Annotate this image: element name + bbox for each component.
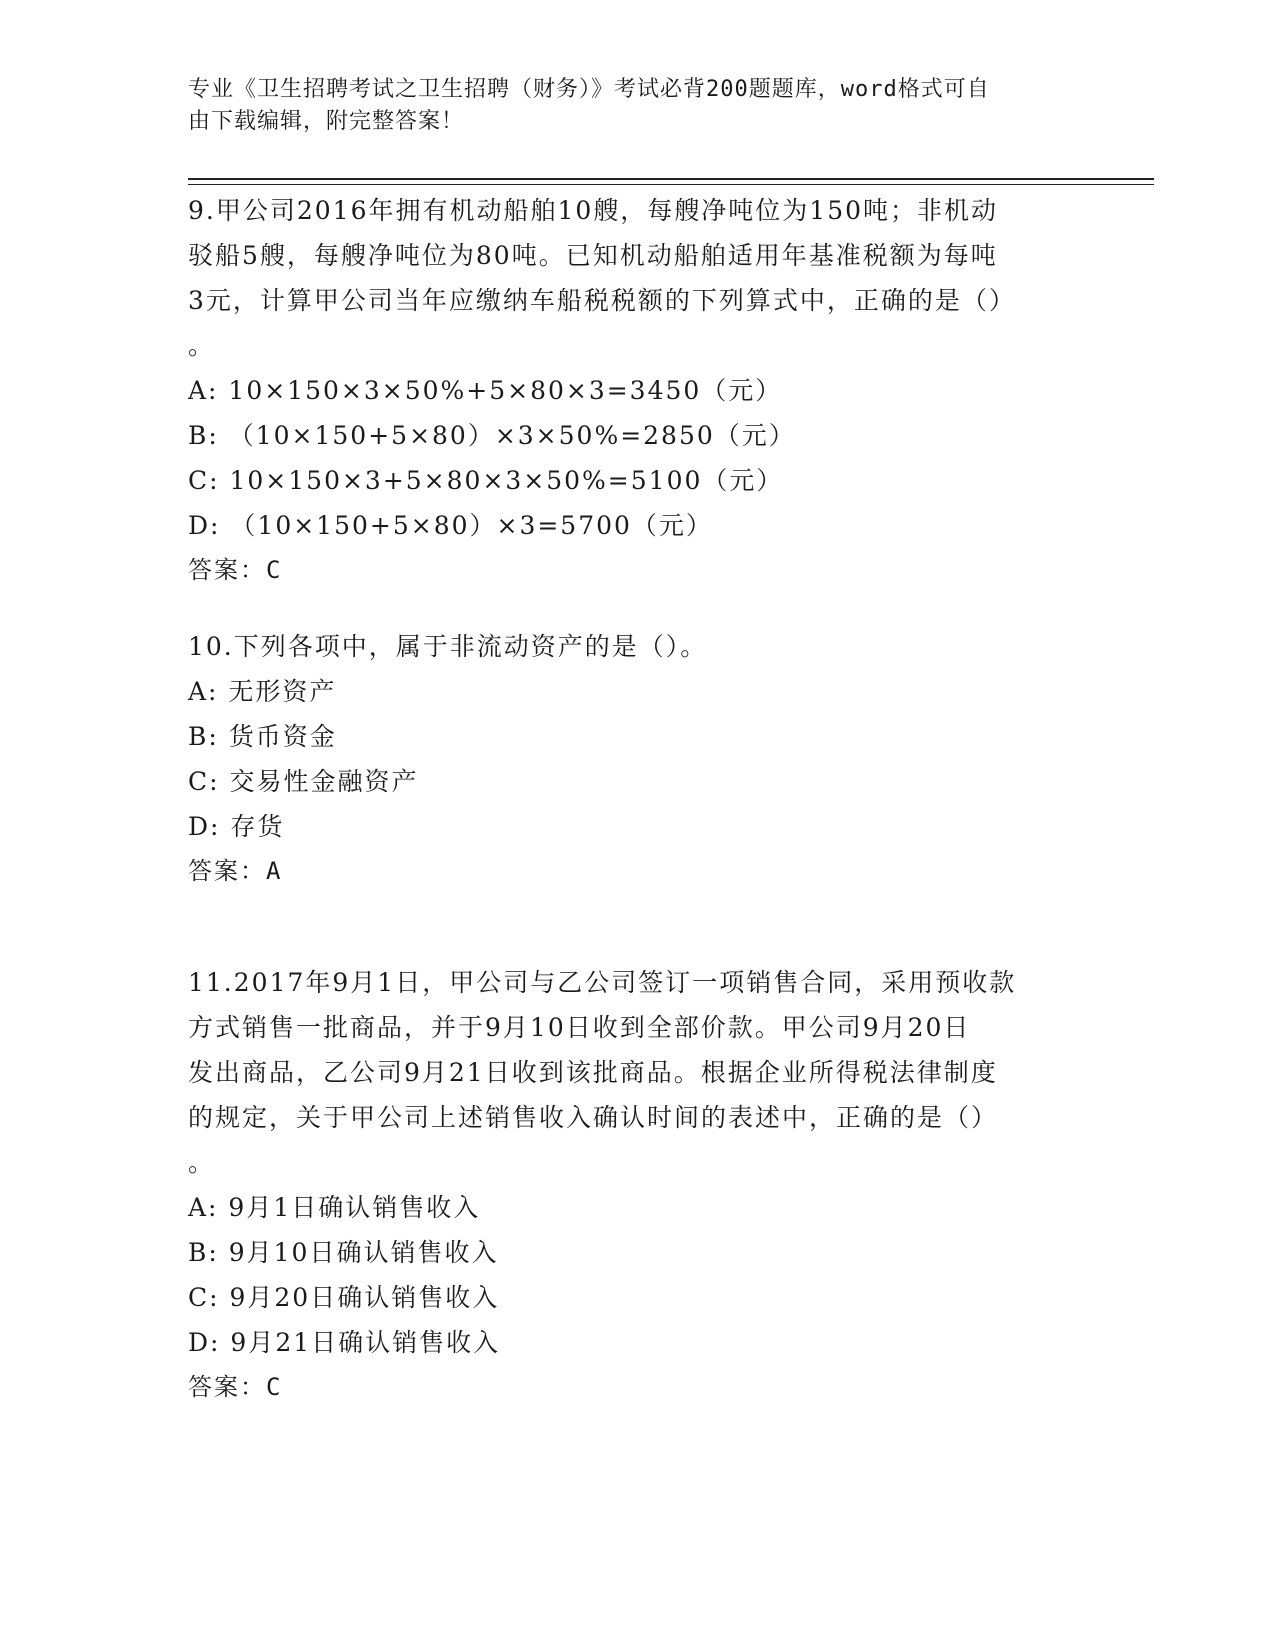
- option-a: A: 9月1日确认销售收入: [188, 1193, 481, 1222]
- question-stem-line: 3元，计算甲公司当年应缴纳车船税税额的下列算式中，正确的是（）: [188, 286, 1016, 315]
- option-d: D: （10×150+5×80）×3=5700（元）: [188, 511, 713, 540]
- option-a: A: 10×150×3×50%+5×80×3=3450（元）: [188, 376, 783, 405]
- question-stem-line: 9.甲公司2016年拥有机动船舶10艘，每艘净吨位为150吨；非机动: [188, 196, 999, 225]
- option-d: D: 存货: [188, 812, 285, 841]
- option-b: B: 9月10日确认销售收入: [188, 1238, 499, 1267]
- answer-line: 答案：C: [188, 556, 283, 584]
- question-stem-line: 驳船5艘，每艘净吨位为80吨。已知机动船舶适用年基准税额为每吨: [188, 241, 998, 270]
- question-stem-line: 。: [188, 1148, 216, 1177]
- question-block: [188, 960, 1088, 1410]
- document-intro: [188, 74, 1068, 138]
- option-d: D: 9月21日确认销售收入: [188, 1328, 501, 1357]
- question-block: [188, 188, 1088, 593]
- answer-line: 答案：C: [188, 1373, 283, 1401]
- header-divider-thin: [188, 184, 1154, 185]
- question-stem-line: 11.2017年9月1日，甲公司与乙公司签订一项销售合同，采用预收款: [188, 968, 1017, 997]
- question-stem-line: 的规定，关于甲公司上述销售收入确认时间的表述中，正确的是（）: [188, 1103, 999, 1132]
- question-stem-line: 。: [188, 331, 216, 360]
- option-b: B: （10×150+5×80）×3×50%=2850（元）: [188, 421, 796, 450]
- option-c: C: 9月20日确认销售收入: [188, 1283, 500, 1312]
- question-stem-line: 发出商品，乙公司9月21日收到该批商品。根据企业所得税法律制度: [188, 1058, 998, 1087]
- option-b: B: 货币资金: [188, 722, 337, 751]
- question-stem-line: 10.下列各项中，属于非流动资产的是（）。: [188, 632, 708, 661]
- option-a: A: 无形资产: [188, 677, 337, 706]
- answer-line: 答案：A: [188, 857, 283, 885]
- intro-line: 专业《卫生招聘考试之卫生招聘（财务）》考试必背200题题库，word格式可自: [188, 77, 990, 102]
- intro-line: 由下载编辑，附完整答案！: [188, 109, 465, 134]
- question-stem-line: 方式销售一批商品，并于9月10日收到全部价款。甲公司9月20日: [188, 1013, 971, 1042]
- option-c: C: 交易性金融资产: [188, 767, 419, 796]
- question-block: [188, 624, 1088, 894]
- header-divider: [188, 178, 1154, 180]
- option-c: C: 10×150×3+5×80×3×50%=5100（元）: [188, 466, 784, 495]
